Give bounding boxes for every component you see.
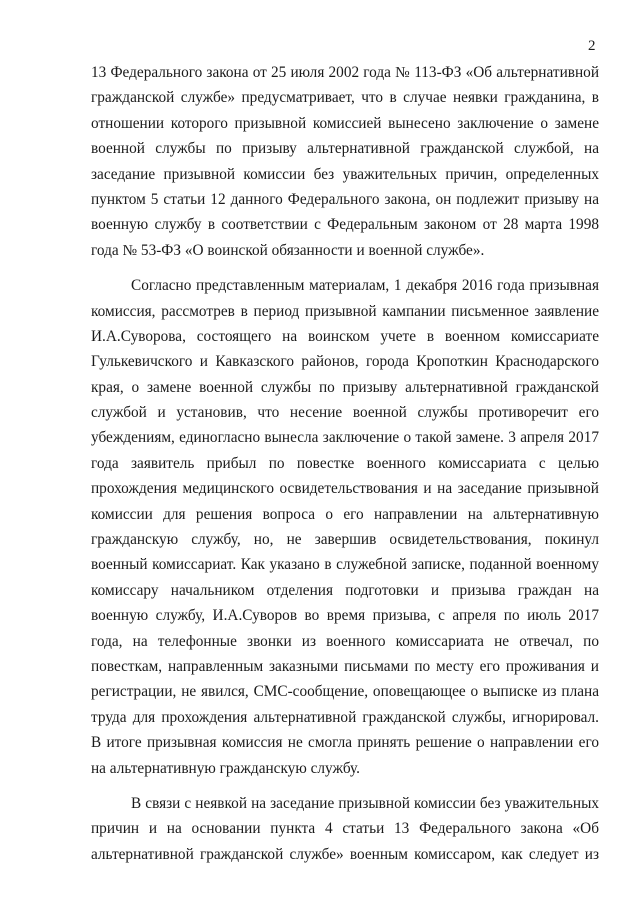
- text-line: отношении которого призывной комиссией вынесено заключение о замене: [91, 114, 599, 132]
- text-line: военный комиссариат. Как указано в служебной записке, поданной военному: [91, 556, 599, 574]
- text-line: военную службу, И.А.Суворов во время призыва, с апреля по июль 2017: [91, 607, 599, 625]
- text-line: повесткам, направленным заказными письмами по месту его проживания и: [91, 657, 599, 675]
- text-line: комиссия, рассмотрев в период призывной кампании письменное заявление: [91, 302, 599, 320]
- page-number: 2: [588, 38, 596, 54]
- text-line: края, о замене военной службы по призыву альтернативной гражданской: [91, 378, 599, 396]
- text-line: года, на телефонные звонки из военного комиссариата не отвечал, по: [91, 632, 599, 650]
- text-line: регистрации, не явился, СМС-сообщение, оповещающее о выписке из плана: [91, 683, 599, 701]
- text-line: военную службу в соответствии с Федеральным законом от 28 марта 1998: [91, 216, 599, 234]
- text-line: В связи с неявкой на заседание призывной комиссии без уважительных: [131, 794, 599, 812]
- text-line: гражданской службе» предусматривает, что в случае неявки гражданина, в: [91, 89, 599, 107]
- text-line: Гулькевичского и Кавказского районов, города Кропоткин Краснодарского: [91, 353, 599, 371]
- paragraph-2: [91, 273, 599, 781]
- text-line: года заявитель прибыл по повестке военного комиссариата с целью: [91, 454, 599, 472]
- text-line: альтернативной гражданской службе» военным комиссаром, как следует из: [91, 845, 599, 863]
- text-line: убеждениям, единогласно вынесла заключение о такой замене. 3 апреля 2017: [91, 429, 599, 447]
- text-line: прохождения медицинского освидетельствования и на заседание призывной: [91, 480, 599, 498]
- text-line: 13 Федерального закона от 25 июля 2002 года № 113-ФЗ «Об альтернативной: [91, 64, 599, 81]
- text-line: пунктом 5 статьи 12 данного Федерального закона, он подлежит призыву на: [91, 190, 599, 208]
- paragraph-3: [91, 791, 599, 867]
- text-line: года № 53-ФЗ «О воинской обязанности и военной службе».: [91, 241, 485, 259]
- text-line: В итоге призывная комиссия не смогла принять решение о направлении его: [91, 734, 599, 752]
- text-line: гражданскую службу, но, не завершив освидетельствования, покинул: [91, 531, 599, 549]
- text-line: труда для прохождения альтернативной гражданской службы, игнорировал.: [91, 708, 599, 726]
- text-line: службой и установив, что несение военной службы противоречит его: [91, 404, 599, 422]
- text-line: на альтернативную гражданскую службу.: [91, 759, 360, 777]
- text-line: военной службы по призыву альтернативной гражданской службой, на: [91, 140, 599, 158]
- document-body: [91, 60, 599, 867]
- paragraph-1: [91, 60, 599, 263]
- text-line: причин и на основании пункта 4 статьи 13 Федерального закона «Об: [91, 820, 599, 838]
- text-line: И.А.Суворова, состоящего на воинском учете в военном комиссариате: [91, 327, 599, 345]
- text-line: Согласно представленным материалам, 1 декабря 2016 года призывная: [131, 277, 599, 295]
- text-line: комиссии для решения вопроса о его направлении на альтернативную: [91, 505, 599, 523]
- text-line: заседание призывной комиссии без уважительных причин, определенных: [91, 165, 599, 183]
- text-line: комиссару начальником отделения подготовки и призыва граждан на: [91, 581, 599, 599]
